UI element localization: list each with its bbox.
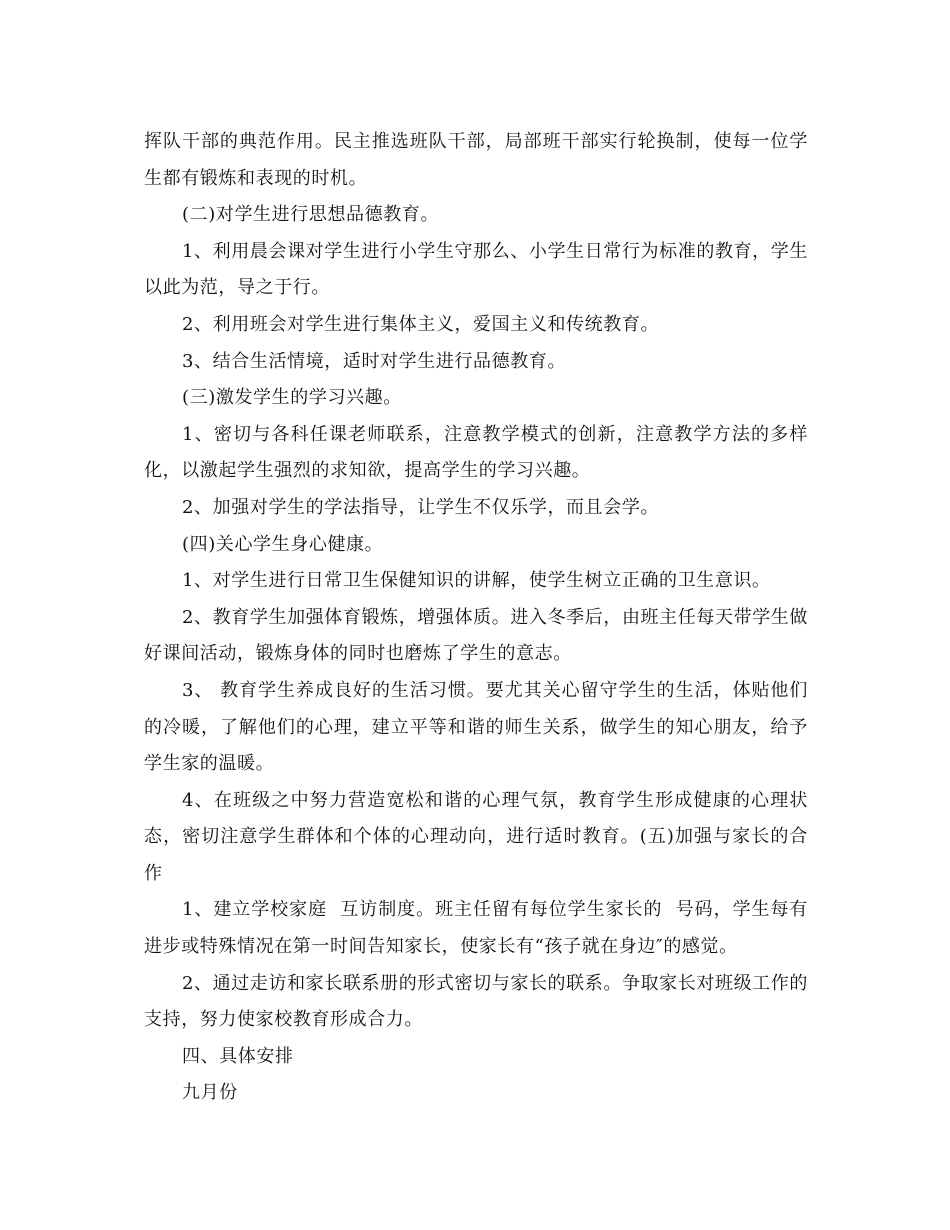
section-heading-learning-interest: (三)激发学生的学习兴趣。 xyxy=(182,387,402,409)
paragraph-parent-contact: 2、通过走访和家长联系册的形式密切与家长的联系。争取家长对班级工作的支持，努力使家校教育形成合力。 xyxy=(144,972,808,1031)
section-heading-health: (四)关心学生身心健康。 xyxy=(182,533,384,555)
paragraph-class-meeting: 2、利用班会对学生进行集体主义，爱国主义和传统教育。 xyxy=(182,313,660,335)
paragraph-hygiene: 1、对学生进行日常卫生保健知识的讲解，使学生树立正确的卫生意识。 xyxy=(182,570,771,592)
paragraph-life-situations: 3、结合生活情境，适时对学生进行品德教育。 xyxy=(182,350,567,372)
schedule-month-label: 九月份 xyxy=(182,1082,238,1104)
paragraph-physical-exercise: 2、教育学生加强体育锻炼，增强体质。进入冬季后，由班主任每天带学生做好课间活动，锻炼身体的同时也磨炼了学生的意志。 xyxy=(144,606,808,665)
paragraph-psychological-climate: 4、在班级之中努力营造宽松和谐的心理气氛，教育学生形成健康的心理状态，密切注意学生群体和个体的心理动向，进行适时教育。(五)加强与家长的合作 xyxy=(144,789,808,884)
paragraph-living-habits: 3、 教育学生养成良好的生活习惯。要尤其关心留守学生的生活，体贴他们的冷暖，了解他们的心理，建立平等和谐的师生关系，做学生的知心朋友，给予学生家的温暖。 xyxy=(144,679,808,775)
section-heading-schedule: 四、具体安排 xyxy=(182,1045,294,1067)
paragraph-continuation: 挥队干部的典范作用。民主推选班队干部，局部班干部实行轮换制，使每一位学生都有锻炼和表现的时机。 xyxy=(144,131,808,189)
paragraph-morning-meeting: 1、利用晨会课对学生进行小学生守那么、小学生日常行为标准的教育，学生以此为范，导之于行。 xyxy=(144,240,808,299)
section-heading-moral-education: (二)对学生进行思想品德教育。 xyxy=(182,204,440,226)
document-body xyxy=(144,124,808,1112)
paragraph-study-guidance: 2、加强对学生的学法指导，让学生不仅乐学，而且会学。 xyxy=(182,496,660,518)
paragraph-teacher-contact: 1、密切与各科任课老师联系，注意教学模式的创新，注意教学方法的多样化，以激起学生强烈的求知欲，提高学生的学习兴趣。 xyxy=(144,423,808,482)
paragraph-home-visit-system: 1、建立学校家庭 互访制度。班主任留有每位学生家长的 号码，学生每有进步或特殊情况在第一时间告知家长，使家长有“孩子就在身边″的感觉。 xyxy=(144,899,808,958)
